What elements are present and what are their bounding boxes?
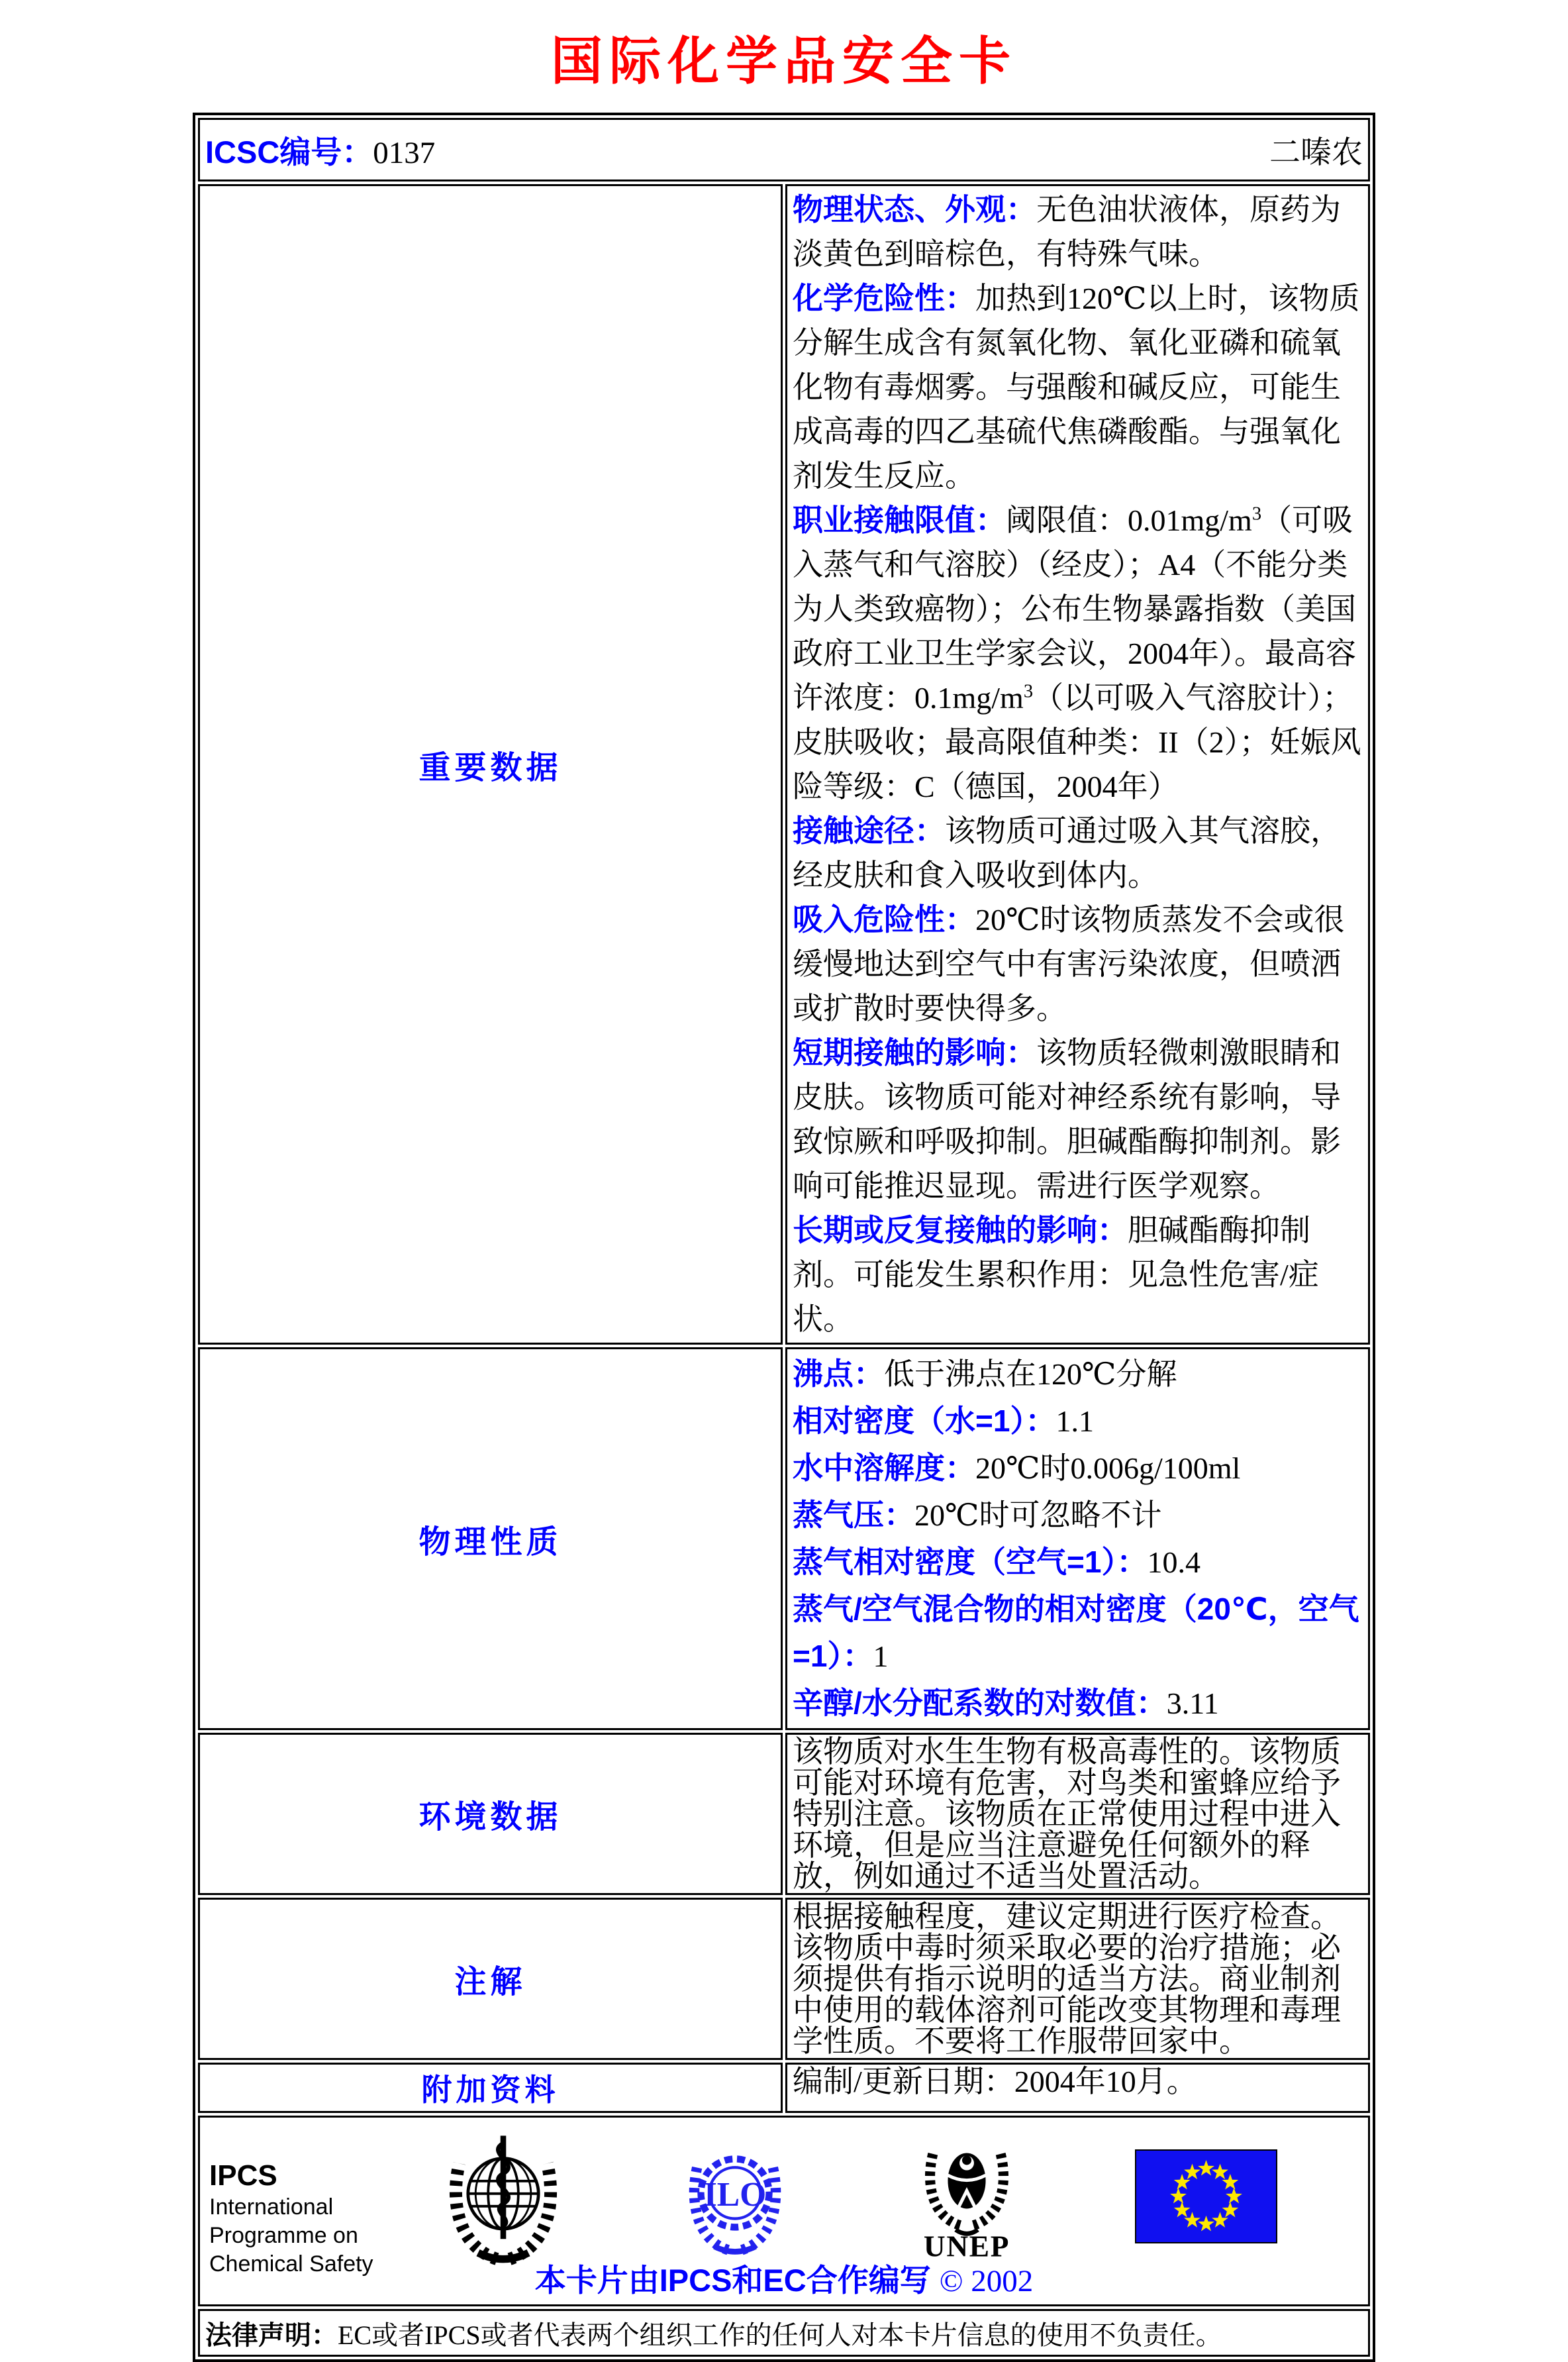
paragraph: 根据接触程度，建议定期进行医疗检查。该物质中毒时须采取必要的治疗措施；必须提供有指示说明的适当方法。商业制剂中使用的载体溶剂可能改变其物理和毒理学性质。不要将工作服带回家中。 bbox=[793, 1900, 1341, 2058]
paragraph: 短期接触的影响：该物质轻微刺激眼睛和皮肤。该物质可能对神经系统有影响，导致惊厥和呼吸抑制。胆碱酯酶抑制剂。影响可能推迟显现。需进行医学观察。 bbox=[793, 1035, 1341, 1203]
eu-flag-icon bbox=[1135, 2149, 1277, 2243]
ilo-letters: ILO bbox=[703, 2175, 767, 2214]
legal-notice-text: EC或者IPCS或者代表两个组织工作的任何人对本卡片信息的使用不负责任。 bbox=[338, 2320, 1222, 2350]
section-label-physical-properties: 物理性质 bbox=[198, 1347, 783, 1730]
section-content-environmental-data bbox=[785, 1733, 1370, 1895]
field-label: 辛醇/水分配系数的对数值： bbox=[793, 1686, 1167, 1720]
card-header-cell bbox=[198, 118, 1370, 181]
paragraph: 化学危险性：加热到120℃以上时，该物质分解生成含有氮氧化物、氧化亚磷和硫氧化物有毒烟雾。与强酸和碱反应，可能生成高毒的四乙基硫代焦磷酸酯。与强氧化剂发生反应。 bbox=[793, 281, 1360, 493]
section-row-additional-information bbox=[198, 2063, 1370, 2113]
legal-notice-label: 法律声明： bbox=[205, 2320, 338, 2350]
paragraph: 相对密度（水=1）：1.1 bbox=[793, 1404, 1094, 1438]
page-title: 国际化学品安全卡 bbox=[550, 32, 1017, 90]
section-content-notes bbox=[785, 1898, 1370, 2060]
field-label: 职业接触限值： bbox=[793, 503, 1006, 537]
field-label: 物理状态、外观： bbox=[793, 192, 1036, 227]
unep-label: UNEP bbox=[923, 2230, 1010, 2263]
paragraph: 职业接触限值：阈限值：$0.01mg/m^3$（可吸入蒸气和气溶胶）（经皮）；A4（不能分类为人类致癌物）；公布生物暴露指数（美国政府工业卫生学家会议，2004年）。最高容许浓度：$0.1mg/m^3$（以可吸入气溶胶计）；皮肤吸收；最高限值种类：II（2）；妊娠风险等级：C（德国，2004年） bbox=[793, 503, 1361, 803]
ipcs-subtitle-line: Chemical Safety bbox=[209, 2251, 373, 2277]
logos-cell bbox=[198, 2116, 1370, 2306]
section-row-important-data bbox=[198, 184, 1370, 1345]
section-content-physical-properties bbox=[785, 1347, 1370, 1730]
logos-row bbox=[198, 2116, 1370, 2306]
ilo-logo-icon bbox=[678, 2136, 792, 2261]
field-label: 蒸气相对密度（空气=1）： bbox=[793, 1545, 1148, 1579]
paragraph: 接触途径：该物质可通过吸入其气溶胶，经皮肤和食入吸收到体内。 bbox=[793, 813, 1341, 892]
paragraph: 吸入危险性：20℃时该物质蒸发不会或很缓慢地达到空气中有害污染浓度，但喷洒或扩散时要快得多。 bbox=[793, 902, 1345, 1025]
paragraph: 辛醇/水分配系数的对数值：3.11 bbox=[793, 1686, 1219, 1720]
section-label-notes: 注解 bbox=[198, 1898, 783, 2060]
section-row-notes bbox=[198, 1898, 1370, 2060]
icsc-card-table bbox=[193, 113, 1375, 2362]
section-label-important-data: 重要数据 bbox=[198, 184, 783, 1345]
field-label: 短期接触的影响： bbox=[793, 1035, 1036, 1070]
superscript: 3 bbox=[1251, 503, 1262, 525]
icsc-document-page bbox=[0, 20, 1568, 2350]
legal-notice-cell bbox=[198, 2309, 1370, 2357]
paragraph: 蒸气压：20℃时可忽略不计 bbox=[793, 1498, 1162, 1532]
paragraph: 该物质对水生生物有极高毒性的。该物质可能对环境有危害，对鸟类和蜜蜂应给予特别注意。该物质在正常使用过程中进入环境，但是应当注意避免任何额外的释放，例如通过不适当处置活动。 bbox=[793, 1735, 1341, 1893]
icsc-number-value: 0137 bbox=[373, 135, 436, 170]
field-label: 相对密度（水=1）： bbox=[793, 1404, 1056, 1438]
field-label: 化学危险性： bbox=[793, 281, 975, 315]
chemical-name: 二嗪农 bbox=[1269, 135, 1363, 170]
ipcs-subtitle-line: Programme on bbox=[209, 2223, 358, 2248]
logos-caption-line bbox=[200, 2256, 1368, 2300]
field-label: 吸入危险性： bbox=[793, 902, 975, 937]
card-header-row bbox=[198, 118, 1370, 181]
copyright-text: © 2002 bbox=[939, 2264, 1034, 2298]
logos-caption-text: 本卡片由IPCS和EC合作编写 bbox=[534, 2263, 931, 2298]
section-label-environmental-data: 环境数据 bbox=[198, 1733, 783, 1895]
field-label: 长期或反复接触的影响： bbox=[793, 1213, 1128, 1247]
paragraph: 长期或反复接触的影响：胆碱酯酶抑制剂。可能发生累积作用：见急性危害/症状。 bbox=[793, 1213, 1319, 1336]
section-row-physical-properties bbox=[198, 1347, 1370, 1730]
paragraph: 沸点：低于沸点在120℃分解 bbox=[793, 1357, 1177, 1391]
legal-notice-row bbox=[198, 2309, 1370, 2357]
paragraph: 蒸气相对密度（空气=1）：10.4 bbox=[793, 1545, 1200, 1579]
section-label-additional-information: 附加资料 bbox=[198, 2063, 783, 2113]
paragraph: 编制/更新日期：2004年10月。 bbox=[793, 2065, 1197, 2098]
paragraph: 蒸气/空气混合物的相对密度（20℃，空气=1）：1 bbox=[793, 1592, 1359, 1673]
paragraph: 物理状态、外观：无色油状液体，原药为淡黄色到暗棕色，有特殊气味。 bbox=[793, 192, 1341, 271]
section-content-additional-information bbox=[785, 2063, 1370, 2113]
field-label: 蒸气/空气混合物的相对密度（20℃，空气=1）： bbox=[793, 1592, 1359, 1673]
unep-logo-icon bbox=[911, 2130, 1022, 2263]
section-content-important-data bbox=[785, 184, 1370, 1345]
ipcs-subtitle-line: International bbox=[209, 2194, 334, 2220]
icsc-number-label: ICSC编号： bbox=[205, 134, 373, 170]
ipcs-heading: IPCS bbox=[209, 2159, 277, 2192]
who-logo-icon bbox=[440, 2128, 566, 2267]
field-label: 接触途径： bbox=[793, 813, 945, 848]
paragraph: 水中溶解度：20℃时0.006g/100ml bbox=[793, 1451, 1241, 1485]
section-row-environmental-data bbox=[198, 1733, 1370, 1895]
field-label: 蒸气压： bbox=[793, 1498, 914, 1532]
superscript: 3 bbox=[1023, 681, 1034, 702]
field-label: 沸点： bbox=[793, 1357, 884, 1391]
field-label: 水中溶解度： bbox=[793, 1451, 975, 1485]
